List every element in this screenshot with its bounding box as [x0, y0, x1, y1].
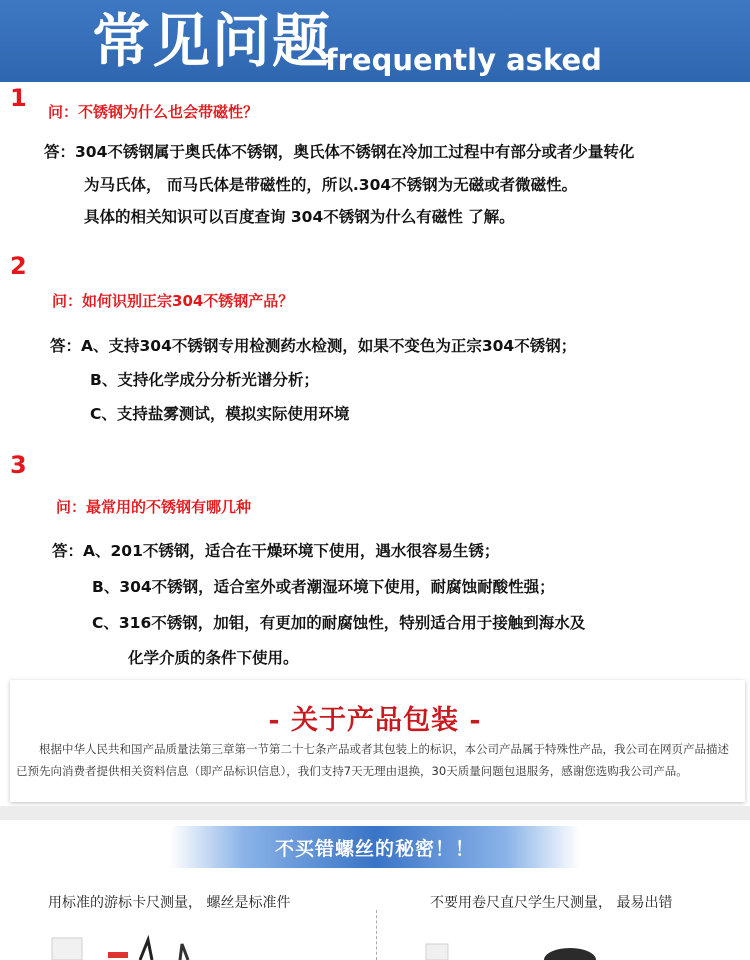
faq-answer-2-line-1: 答：A、支持304不锈钢专用检测药水检测，如果不变色为正宗304不锈钢； [50, 337, 577, 355]
caption-divider [376, 910, 378, 960]
secret-title: 不买错螺丝的秘密！！ [274, 838, 475, 860]
faq-answer-2-line-3: C、支持盐雾测试，模拟实际使用环境 [90, 405, 350, 423]
section-divider [0, 806, 750, 820]
faq-question-1: 问：不锈钢为什么也会带磁性？ [48, 103, 259, 121]
faq-answer-1-line-1: 答：304不锈钢属于奥氏体不锈钢，奥氏体不锈钢在冷加工过程中有部分或者少量转化 [44, 143, 635, 161]
caption-left: 用标准的游标卡尺测量， 螺丝是标准件 [48, 895, 291, 911]
tape-measure-photo [420, 930, 620, 960]
faq-answer-1-line-3: 具体的相关知识可以百度查询 304不锈钢为什么有磁性 了解。 [84, 208, 515, 226]
header-title-en: frequently asked questions [325, 43, 602, 113]
faq-number-1: 1 [10, 84, 27, 112]
caliper-photo [30, 930, 220, 960]
faq-question-2: 问：如何识别正宗304不锈钢产品？ [52, 292, 294, 310]
faq-answer-3-line-3: C、316不锈钢，加钼，有更加的耐腐蚀性，特别适合用于接触到海水及 [92, 614, 586, 632]
faq-answer-3-line-2: B、304不锈钢，适合室外或者潮湿环境下使用，耐腐蚀耐酸性强； [92, 578, 555, 596]
faq-number-3: 3 [10, 451, 27, 479]
faq-answer-3-line-1: 答：A、201不锈钢，适合在干燥环境下使用，遇水很容易生锈； [52, 542, 500, 560]
packaging-text: 根据中华人民共和国产品质量法第三章第一节第二十七条产品或者其包装上的标识，本公司产品属于特殊性产品，我公司在网页产品描述已预先向消费者提供相关资料信息（即产品标识信息），我们支持7天无理由退换，30天质量问题包退服务，感谢您选购我公司产品。 [16, 742, 729, 778]
faq-answer-3-line-4: 化学介质的条件下使用。 [128, 649, 299, 667]
header-title-cn: 常见问题 [92, 7, 333, 75]
faq-question-3: 问：最常用的不锈钢有哪几种 [56, 498, 252, 516]
faq-answer-1-line-2: 为马氏体， 而马氏体是带磁性的，所以.304不锈钢为无磁或者微磁性。 [84, 176, 578, 194]
caption-right: 不要用卷尺直尺学生尺测量， 最易出错 [430, 895, 673, 911]
faq-answer-2-line-2: B、支持化学成分分析光谱分析； [90, 371, 319, 389]
faq-number-2: 2 [10, 252, 27, 280]
packaging-title: - 关于产品包装 - [268, 705, 482, 736]
